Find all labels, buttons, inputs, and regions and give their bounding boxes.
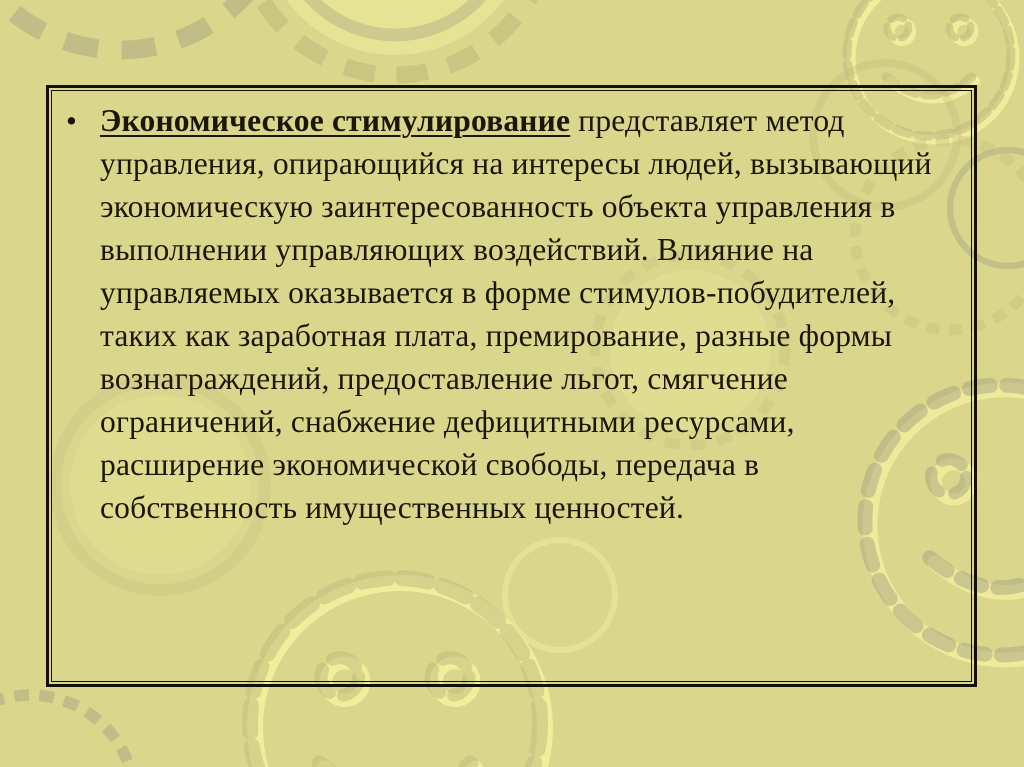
text-box xyxy=(46,85,977,687)
term-text: Экономическое стимулирование xyxy=(100,103,571,138)
ring-icon xyxy=(0,695,135,767)
bullet-icon: • xyxy=(66,103,77,138)
paragraph xyxy=(100,99,947,529)
text-box-inner xyxy=(51,90,972,682)
body-text: представляет метод управления, опирающийся на интересы людей, вызывающий экономическую заинтересованность объекта управления в выполнении управляющих воздействий. Влияние на управляемых оказывается в форме стимулов-побудителей, таких как заработная плата, премирование, разные формы вознаграждений, предоставление льгот, смягчение ограничений, снабжение дефицитными ресурсами, расширение экономической свободы, передача в собственность имущественных ценностей. xyxy=(100,103,932,525)
ring-icon xyxy=(0,0,290,50)
bullet-item xyxy=(66,99,947,529)
